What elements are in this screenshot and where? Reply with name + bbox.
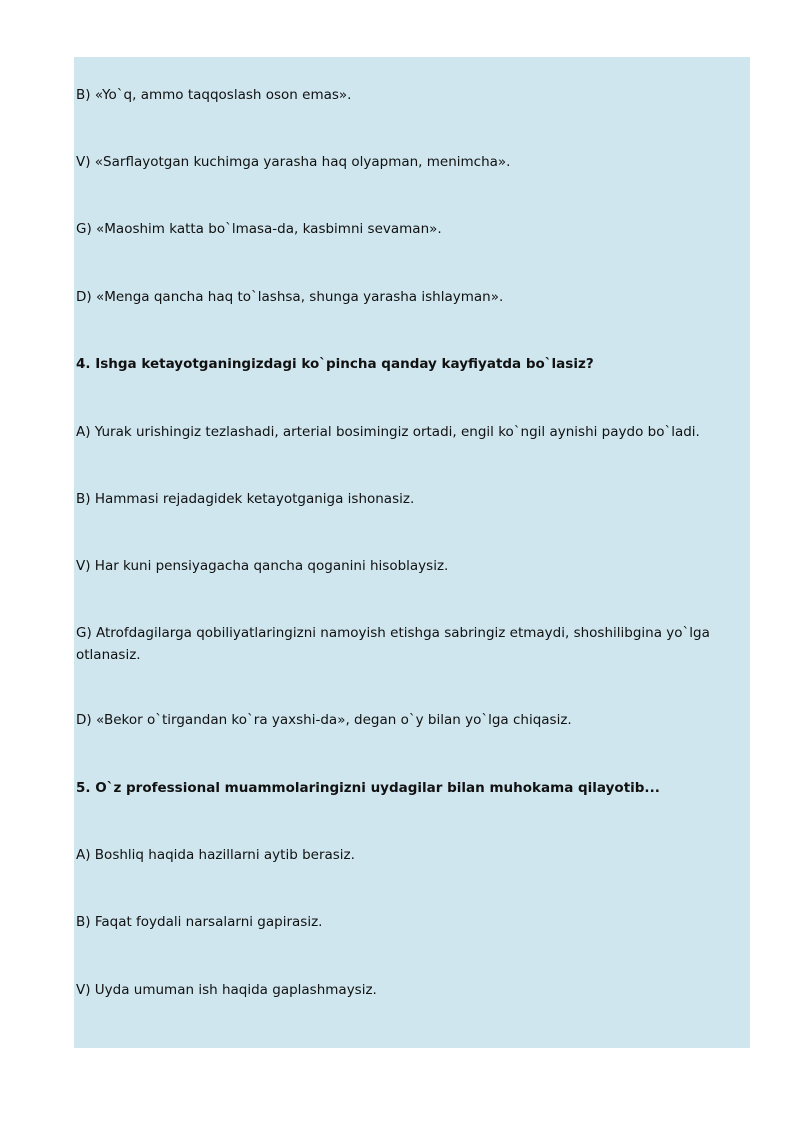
answer-option-b-q5: B) Faqat foydali narsalarni gapirasiz. bbox=[76, 914, 323, 930]
answer-option-a-q4: A) Yurak urishingiz tezlashadi, arterial bosimingiz ortadi, engil ko`ngil aynishi paydo bo`ladi. bbox=[76, 424, 700, 440]
answer-option-b-q4: B) Hammasi rejadagidek ketayotganiga ishonasiz. bbox=[76, 491, 415, 507]
answer-option-v-q4: V) Har kuni pensiyagacha qancha qoganini hisoblaysiz. bbox=[76, 558, 449, 574]
question-5-heading: 5. O`z professional muammolaringizni uydagilar bilan muhokama qilayotib... bbox=[76, 780, 660, 796]
content-panel bbox=[74, 57, 750, 1048]
answer-option-a-q5: A) Boshliq haqida hazillarni aytib berasiz. bbox=[76, 847, 355, 863]
answer-option-d-q3: D) «Menga qancha haq to`lashsa, shunga yarasha ishlayman». bbox=[76, 289, 504, 305]
question-4-heading: 4. Ishga ketayotganingizdagi ko`pincha qanday kayfiyatda bo`lasiz? bbox=[76, 356, 594, 372]
answer-option-g-q4: G) Atrofdagilarga qobiliyatlaringizni namoyish etishga sabringiz etmaydi, shoshilibgina yo`lga otlanasiz. bbox=[76, 625, 710, 663]
answer-option-v-q3: V) «Sarflayotgan kuchimga yarasha haq olyapman, menimcha». bbox=[76, 154, 511, 170]
answer-option-b-q3: B) «Yo`q, ammo taqqoslash oson emas». bbox=[76, 87, 352, 103]
answer-option-g-q3: G) «Maoshim katta bo`lmasa-da, kasbimni sevaman». bbox=[76, 221, 442, 237]
answer-option-d-q4: D) «Bekor o`tirgandan ko`ra yaxshi-da», degan o`y bilan yo`lga chiqasiz. bbox=[76, 712, 572, 728]
answer-option-v-q5: V) Uyda umuman ish haqida gaplashmaysiz. bbox=[76, 982, 377, 998]
